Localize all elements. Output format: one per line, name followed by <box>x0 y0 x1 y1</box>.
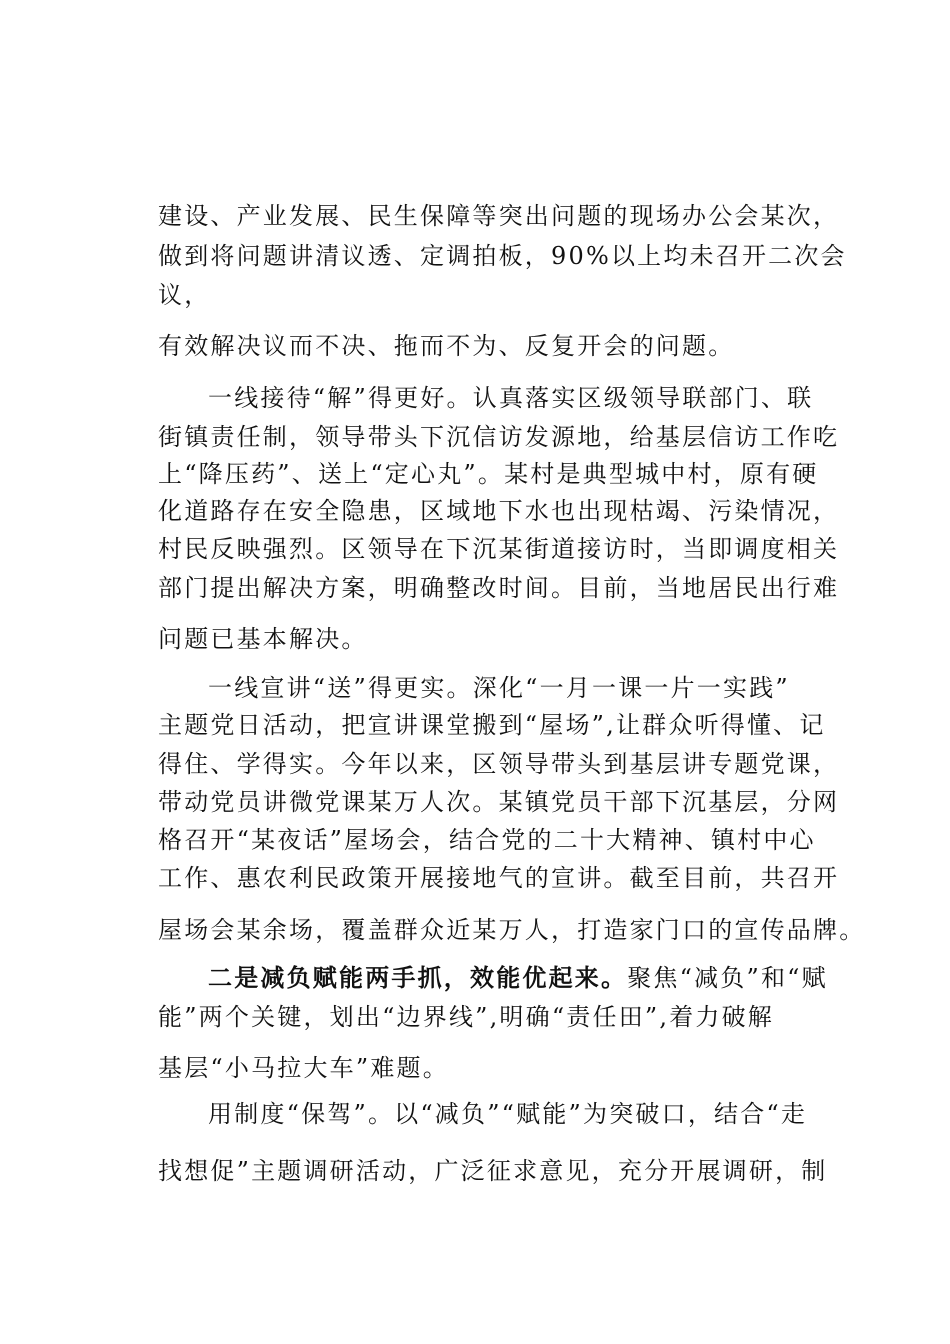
text-line: 屋场会某余场，覆盖群众近某万人，打造家门口的宣传品牌。 <box>158 916 866 944</box>
text-line: 有效解决议而不决、拖而不为、反复开会的问题。 <box>158 332 735 360</box>
text-line: 基层“小马拉大车”难题。 <box>158 1054 449 1082</box>
text-line: 建设、产业发展、民生保障等突出问题的现场办公会某次， <box>158 202 840 230</box>
text-line: 主题党日活动，把宣讲课堂搬到“屋场”,让群众听得懂、记 <box>158 711 826 739</box>
text-line: 用制度“保驾”。以“减负”“赋能”为突破口，结合“走 <box>208 1100 808 1128</box>
text-line: 村民反映强烈。区领导在下沉某街道接访时，当即调度相关 <box>158 535 840 563</box>
text-line: 能”两个关键，划出“边界线”,明确“责任田”,着力破解 <box>158 1003 775 1031</box>
text-line: 街镇责任制，领导带头下沉信访发源地，给基层信访工作吃 <box>158 423 840 451</box>
text-line: 上“降压药”、送上“定心丸”。某村是典型城中村，原有硬 <box>158 460 819 488</box>
text-line: 找想促”主题调研活动，广泛征求意见，充分开展调研，制 <box>158 1157 828 1185</box>
section-heading-line <box>208 963 828 993</box>
text-line: 部门提出解决方案，明确整改时间。目前，当地居民出行难 <box>158 574 840 602</box>
text-line: 工作、惠农利民政策开展接地气的宣讲。截至目前，共召开 <box>158 864 840 892</box>
text-line: 格召开“某夜话”屋场会，结合党的二十大精神、镇村中心 <box>158 826 816 854</box>
text-line: 做到将问题讲清议透、定调拍板，90%以上均未召开二次会 <box>158 242 847 270</box>
text-line: 化道路存在安全隐患，区域地下水也出现枯竭、污染情况， <box>158 497 840 525</box>
text-line: 议， <box>158 281 211 309</box>
text-line: 一线接待“解”得更好。认真落实区级领导联部门、联 <box>208 384 814 412</box>
text-line: 得住、学得实。今年以来，区领导带头到基层讲专题党课， <box>158 750 840 778</box>
text-line: 带动党员讲微党课某万人次。某镇党员干部下沉基层，分网 <box>158 788 840 816</box>
section-heading-bold: 二是减负赋能两手抓，效能优起来。 <box>208 963 628 992</box>
text-line: 一线宣讲“送”得更实。深化“一月一课一片一实践” <box>208 674 790 702</box>
text-line: 问题已基本解决。 <box>158 625 368 653</box>
section-heading-rest: 聚焦“减负”和“赋 <box>627 964 828 992</box>
